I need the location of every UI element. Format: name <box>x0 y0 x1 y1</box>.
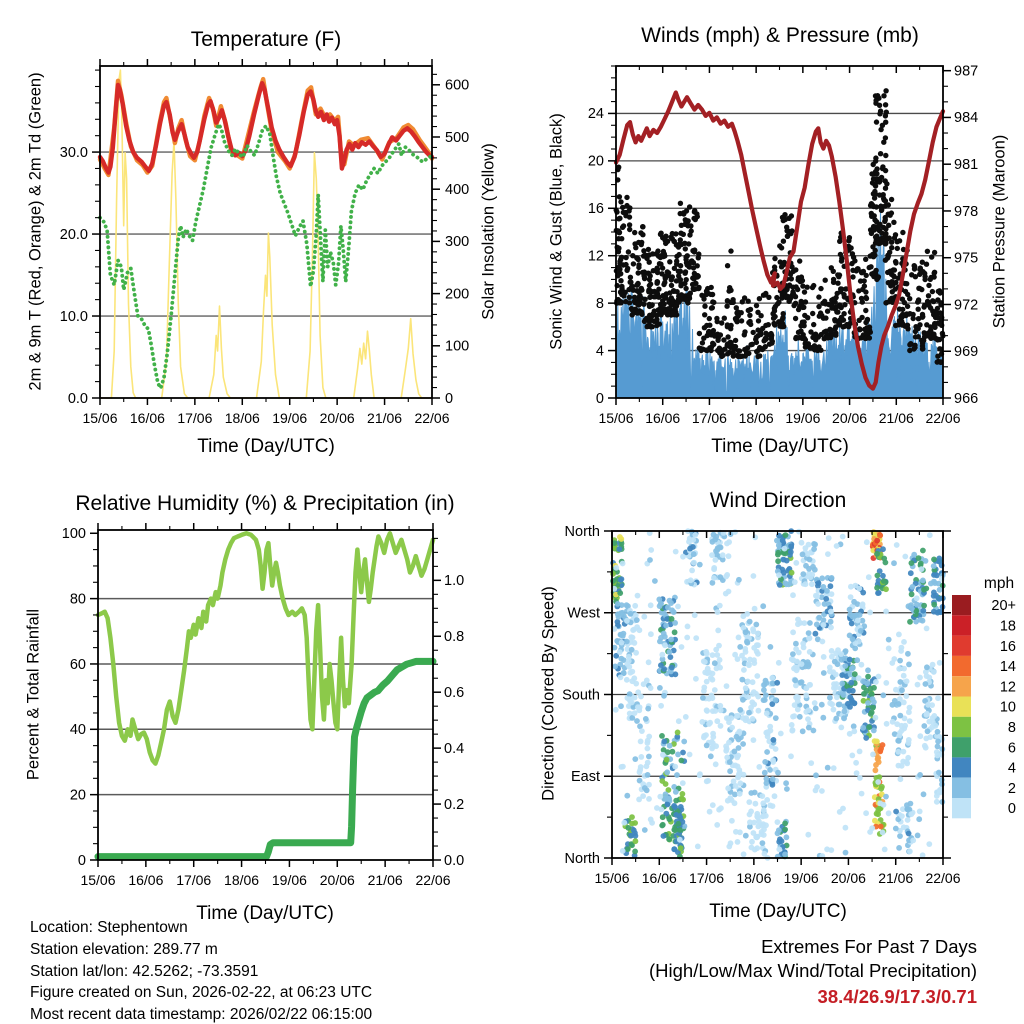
svg-text:400: 400 <box>445 181 470 198</box>
svg-text:16/06: 16/06 <box>641 870 677 886</box>
temperature-x-axis-label: Time (Day/UTC) <box>197 436 335 457</box>
sonic-wind-axis-label: Sonic Wind & Gust (Blue, Black) <box>547 113 566 350</box>
svg-text:600: 600 <box>445 77 470 94</box>
svg-text:15/06: 15/06 <box>82 410 118 426</box>
svg-text:0.2: 0.2 <box>444 796 465 813</box>
svg-text:North: North <box>564 523 600 540</box>
svg-text:22/06: 22/06 <box>415 872 451 888</box>
svg-text:17/06: 17/06 <box>689 870 725 886</box>
svg-text:0.4: 0.4 <box>444 740 465 757</box>
svg-text:987: 987 <box>954 63 979 80</box>
svg-text:8: 8 <box>595 295 604 312</box>
extremes-title: Extremes For Past 7 Days <box>761 936 977 957</box>
svg-text:20/06: 20/06 <box>830 870 866 886</box>
svg-text:0.0: 0.0 <box>67 390 88 407</box>
temperature-plot <box>60 59 469 426</box>
svg-text:969: 969 <box>954 344 979 361</box>
svg-text:0.8: 0.8 <box>444 629 465 646</box>
svg-text:975: 975 <box>954 250 979 267</box>
percent-rainfall-axis-label: Percent & Total Rainfall <box>24 608 43 781</box>
humidity-precip-chart-title: Relative Humidity (%) & Precipitation (in) <box>75 492 455 515</box>
svg-text:0.0: 0.0 <box>444 852 465 869</box>
winds-pressure-plot <box>588 63 978 426</box>
svg-text:0: 0 <box>445 390 454 407</box>
temperature-chart-title: Temperature (F) <box>190 28 342 51</box>
svg-text:22/06: 22/06 <box>925 870 961 886</box>
wind-direction-x-axis-label: Time (Day/UTC) <box>709 901 847 922</box>
svg-text:1.0: 1.0 <box>444 573 465 590</box>
svg-text:16/06: 16/06 <box>645 410 681 426</box>
figure-created-text: Figure created on Sun, 2026-02-22, at 06:23 UTC <box>30 984 373 1002</box>
svg-text:16/06: 16/06 <box>129 410 165 426</box>
station-elevation-text: Station elevation: 289.77 m <box>30 940 218 958</box>
svg-text:20/06: 20/06 <box>319 410 355 426</box>
svg-text:0: 0 <box>1007 801 1016 818</box>
svg-text:978: 978 <box>954 203 979 220</box>
humidity-precip-x-axis-label: Time (Day/UTC) <box>196 903 334 924</box>
wind-direction-plot <box>562 524 961 886</box>
svg-text:21/06: 21/06 <box>367 410 403 426</box>
svg-text:21/06: 21/06 <box>878 410 914 426</box>
svg-text:17/06: 17/06 <box>176 872 212 888</box>
svg-text:21/06: 21/06 <box>367 872 403 888</box>
svg-text:West: West <box>567 605 600 622</box>
station-latlon-text: Station lat/lon: 42.5262; -73.3591 <box>30 962 259 980</box>
svg-text:6: 6 <box>1007 740 1016 757</box>
total-rainfall <box>98 661 433 856</box>
svg-text:20: 20 <box>69 787 86 804</box>
svg-text:18: 18 <box>999 618 1016 635</box>
svg-text:24: 24 <box>587 106 604 123</box>
svg-text:18/06: 18/06 <box>736 870 772 886</box>
svg-text:15/06: 15/06 <box>594 870 630 886</box>
svg-text:100: 100 <box>445 338 470 355</box>
svg-text:0: 0 <box>77 852 86 869</box>
svg-text:East: East <box>570 769 600 786</box>
svg-text:4: 4 <box>1007 760 1016 777</box>
svg-text:22/06: 22/06 <box>414 410 450 426</box>
svg-text:981: 981 <box>954 156 979 173</box>
svg-text:North: North <box>564 850 600 867</box>
svg-text:17/06: 17/06 <box>691 410 727 426</box>
svg-text:0: 0 <box>595 390 604 407</box>
svg-text:0.6: 0.6 <box>444 685 465 702</box>
svg-text:18/06: 18/06 <box>738 410 774 426</box>
svg-text:15/06: 15/06 <box>598 410 634 426</box>
svg-text:500: 500 <box>445 129 470 146</box>
svg-text:20/06: 20/06 <box>319 872 355 888</box>
svg-text:19/06: 19/06 <box>272 410 308 426</box>
wind-direction-chart-title: Wind Direction <box>709 489 847 512</box>
svg-text:19/06: 19/06 <box>783 870 819 886</box>
station-info-block <box>30 917 372 1024</box>
svg-text:22/06: 22/06 <box>925 410 961 426</box>
svg-text:20.0: 20.0 <box>59 226 88 243</box>
svg-text:80: 80 <box>69 591 86 608</box>
svg-text:18/06: 18/06 <box>224 410 260 426</box>
svg-text:21/06: 21/06 <box>878 870 914 886</box>
svg-text:30.0: 30.0 <box>59 144 88 161</box>
winds-pressure-chart-title: Winds (mph) & Pressure (mb) <box>641 24 919 47</box>
temperature-left-axis-label: 2m & 9m T (Red, Orange) & 2m Td (Green) <box>26 72 45 391</box>
svg-text:14: 14 <box>999 659 1016 676</box>
extremes-values: 38.4/26.9/17.3/0.71 <box>817 986 977 1007</box>
humidity-precip-plot <box>62 523 464 888</box>
svg-text:2: 2 <box>1007 780 1016 797</box>
winds-pressure-x-axis-label: Time (Day/UTC) <box>711 436 849 457</box>
svg-text:966: 966 <box>954 390 979 407</box>
svg-text:mph: mph <box>983 575 1015 592</box>
svg-text:20: 20 <box>587 153 604 170</box>
svg-text:South: South <box>562 687 600 704</box>
svg-text:200: 200 <box>445 286 470 303</box>
speed-color-legend <box>952 575 1016 818</box>
svg-text:12: 12 <box>587 248 604 265</box>
station-pressure-axis-label: Station Pressure (Maroon) <box>990 134 1009 329</box>
extremes-subtitle: (High/Low/Max Wind/Total Precipitation) <box>649 960 977 981</box>
svg-text:100: 100 <box>61 526 86 543</box>
svg-text:972: 972 <box>954 297 979 314</box>
svg-text:17/06: 17/06 <box>177 410 213 426</box>
svg-text:984: 984 <box>954 110 979 127</box>
svg-text:300: 300 <box>445 234 470 251</box>
data-timestamp-text: Most recent data timestamp: 2026/02/22 06:15:00 <box>30 1006 373 1024</box>
svg-text:19/06: 19/06 <box>271 872 307 888</box>
svg-text:20/06: 20/06 <box>832 410 868 426</box>
svg-text:40: 40 <box>69 722 86 739</box>
svg-text:18/06: 18/06 <box>224 872 260 888</box>
svg-text:8: 8 <box>1007 719 1016 736</box>
svg-text:10.0: 10.0 <box>59 308 88 325</box>
svg-text:12: 12 <box>999 679 1016 696</box>
svg-text:16/06: 16/06 <box>128 872 164 888</box>
svg-text:16: 16 <box>999 638 1016 655</box>
svg-text:16: 16 <box>587 201 604 218</box>
wind-direction-axis-label: Direction (Colored By Speed) <box>539 586 558 801</box>
svg-text:60: 60 <box>69 656 86 673</box>
solar-insolation-axis-label: Solar Insolation (Yellow) <box>479 143 498 320</box>
svg-text:15/06: 15/06 <box>80 872 116 888</box>
station-location-text: Location: Stephentown <box>30 919 188 936</box>
svg-text:19/06: 19/06 <box>785 410 821 426</box>
svg-text:20+: 20+ <box>991 598 1016 615</box>
svg-text:4: 4 <box>595 343 604 360</box>
svg-text:10: 10 <box>999 699 1016 716</box>
